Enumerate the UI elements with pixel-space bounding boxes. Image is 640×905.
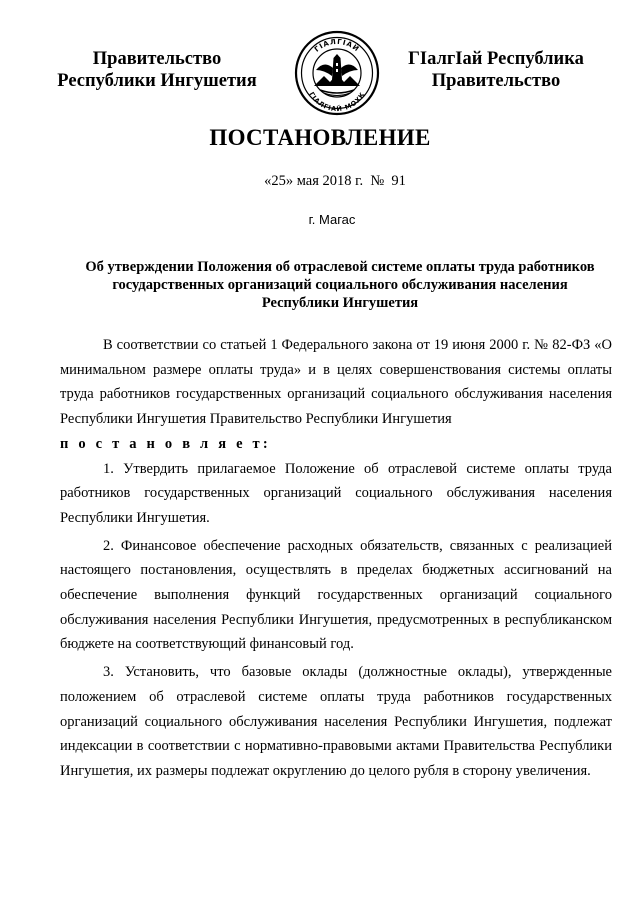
document-date-number: «25» мая 2018 г. № 91 (264, 173, 406, 189)
item-1-paragraph: 1. Утвердить прилагаемое Положение об отраслевой системе оплаты труда работников государственных организаций социального обслуживания населения Республики Ингушетия. (60, 460, 612, 526)
subject-line2: государственных организаций социального обслуживания населения (112, 277, 568, 293)
ingushetia-coat-of-arms-icon (294, 30, 380, 116)
header-right-line2: Правительство (431, 71, 561, 91)
emblem-text-bottom: ГIАЛГIАЙ МОХК (307, 90, 367, 114)
header-right-block (400, 48, 592, 92)
subject-line3: Республики Ингушетия (261, 295, 419, 311)
resolve-word: п о с т а н о в л я е т: (60, 435, 271, 452)
header-left-line1: Правительство (92, 49, 222, 69)
document-body (60, 333, 612, 784)
header-left-block (52, 48, 262, 92)
subject-line1: Об утверждении Положения об отраслевой системе оплаты труда работников (85, 259, 595, 275)
header-right-line1: ГIалгIай Республика (408, 49, 584, 69)
preamble-paragraph: В соответствии со статьей 1 Федерального закона от 19 июня 2000 г. № 82-ФЗ «О минимальном размере оплаты труда» и в целях совершенствования системы оплаты труда работников государственных организаций социального обслуживания населения Республики Ингушетия Правительство Республики Ингушетия (60, 337, 612, 428)
document-title: ПОСТАНОВЛЕНИЕ (209, 125, 431, 150)
document-city: г. Магас (308, 212, 356, 227)
emblem-text-top: ГIАЛГIАЙ (312, 37, 361, 54)
item-3-paragraph: 3. Установить, что базовые оклады (должностные оклады), утвержденные положением об отраслевой системе оплаты труда работников государственных организаций социального обслуживания населения Республики Ингушетия, подлежат индексации в соответствии с нормативно-правовыми актами Правительства Республики Ингушетия, их размеры подлежат округлению до целого рубля в сторону увеличения. (60, 664, 612, 779)
header-left-line2: Республики Ингушетия (57, 71, 257, 91)
item-2-paragraph: 2. Финансовое обеспечение расходных обязательств, связанных с реализацией настоящего постановления, осуществлять в пределах бюджетных ассигнований на обеспечение выполнения функций государственных организаций социального обслуживания населения Республики Ингушетия, предусмотренных в республиканском бюджете на соответствующий финансовый год. (60, 537, 612, 653)
document-subject (60, 258, 620, 312)
